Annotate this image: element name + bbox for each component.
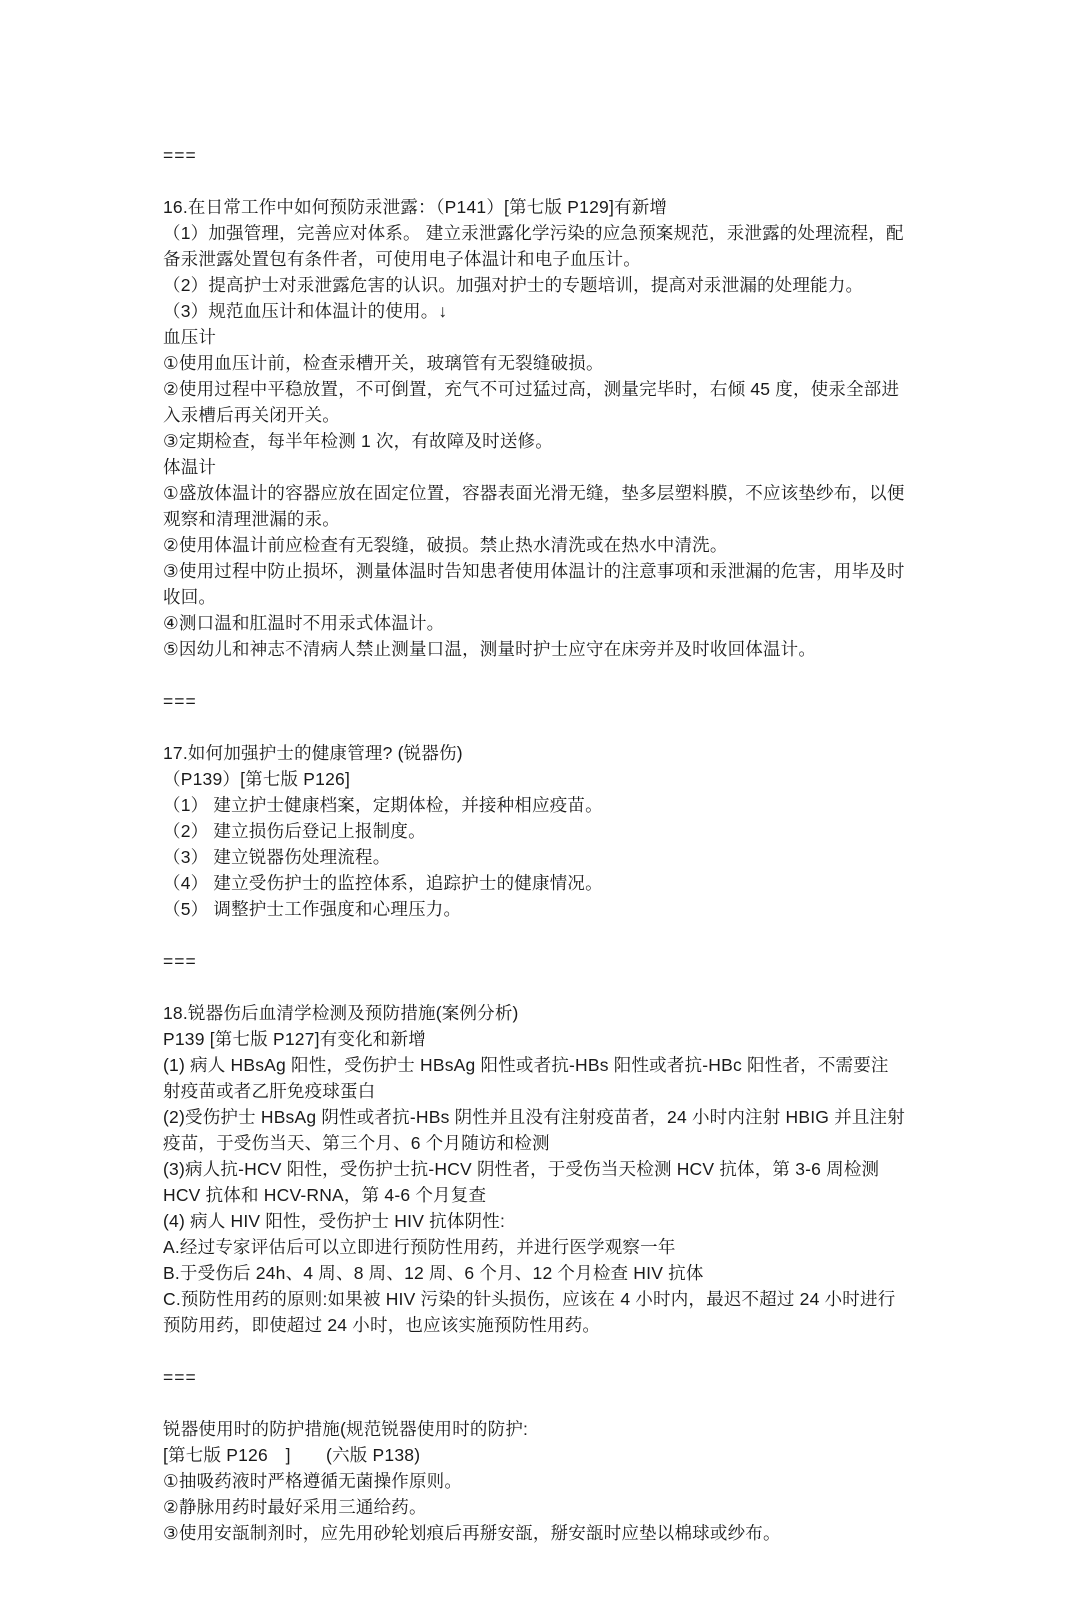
text-line: ②静脉用药时最好采用三通给药。 [163, 1497, 427, 1517]
text-line: （4） 建立受伤护士的监控体系，追踪护士的健康情况。 [163, 873, 603, 893]
text-line: （2） 建立损伤后登记上报制度。 [163, 821, 426, 841]
text-line: P139 [第七版 P127]有变化和新增 [163, 1029, 426, 1049]
text-line: B.于受伤后 24h、4 周、8 周、12 周、6 个月、12 个月检查 HIV 抗体 [163, 1263, 704, 1283]
blank-line [163, 1390, 920, 1416]
blank-line [163, 168, 920, 194]
text-line: ②使用过程中平稳放置，不可倒置，充气不可过猛过高，测量完毕时，右倾 45 度，使汞全部进 [163, 379, 900, 399]
blank-line [163, 714, 920, 740]
blank-line [163, 922, 920, 948]
text-line: 血压计 [163, 327, 217, 347]
text-line: ①使用血压计前，检查汞槽开关，玻璃管有无裂缝破损。 [163, 353, 604, 373]
text-line: （1）加强管理，完善应对体系。 建立汞泄露化学污染的应急预案规范，汞泄露的处理流程，配 [163, 223, 904, 243]
text-line: (2)受伤护士 HBsAg 阴性或者抗-HBs 阴性并且没有注射疫苗者，24 小时内注射 HBIG 并且注射 [163, 1107, 905, 1127]
text-line: 16.在日常工作中如何预防汞泄露：（P141）[第七版 P129]有新增 [163, 197, 668, 217]
text-line: 入汞槽后再关闭开关。 [163, 405, 340, 425]
separator-line: === [163, 145, 197, 165]
text-line: ②使用体温计前应检查有无裂缝，破损。禁止热水清洗或在热水中清洗。 [163, 535, 728, 555]
text-line: （3）规范血压计和体温计的使用。↓ [163, 301, 448, 321]
text-line: A.经过专家评估后可以立即进行预防性用药，并进行医学观察一年 [163, 1237, 676, 1257]
separator-line: === [163, 1367, 197, 1387]
text-line: (4) 病人 HIV 阳性，受伤护士 HIV 抗体阴性: [163, 1211, 506, 1231]
text-line: ③使用过程中防止损坏，测量体温时告知患者使用体温计的注意事项和汞泄漏的危害，用毕及时 [163, 561, 905, 581]
text-line: [第七版 P126 ] (六版 P138) [163, 1445, 421, 1465]
text-line: 体温计 [163, 457, 217, 477]
text-line: （2）提高护士对汞泄露危害的认识。加强对护士的专题培训，提高对汞泄漏的处理能力。 [163, 275, 864, 295]
separator-line: === [163, 951, 197, 971]
text-line: （5） 调整护士工作强度和心理压力。 [163, 899, 462, 919]
text-line: (1) 病人 HBsAg 阳性，受伤护士 HBsAg 阳性或者抗-HBs 阳性或者抗-HBc 阳性者，不需要注 [163, 1055, 889, 1075]
document-body [163, 142, 920, 1546]
text-line: ①盛放体温计的容器应放在固定位置，容器表面光滑无缝，垫多层塑料膜，不应该垫纱布，以便 [163, 483, 905, 503]
blank-line [163, 974, 920, 1000]
text-line: 收回。 [163, 587, 217, 607]
text-line: C.预防性用药的原则:如果被 HIV 污染的针头损伤，应该在 4 小时内，最迟不超过 24 小时进行 [163, 1289, 896, 1309]
text-line: 疫苗，于受伤当天、第三个月、6 个月随访和检测 [163, 1133, 550, 1153]
text-line: (3)病人抗-HCV 阳性，受伤护士抗-HCV 阴性者，于受伤当天检测 HCV 抗体，第 3-6 周检测 [163, 1159, 880, 1179]
text-line: HCV 抗体和 HCV-RNA，第 4-6 个月复查 [163, 1185, 487, 1205]
text-line: （1） 建立护士健康档案，定期体检，并接种相应疫苗。 [163, 795, 603, 815]
blank-line [163, 662, 920, 688]
text-line: ③使用安瓿制剂时，应先用砂轮划痕后再掰安瓿，掰安瓿时应垫以棉球或纱布。 [163, 1523, 781, 1543]
separator-line: === [163, 691, 197, 711]
text-line: （3） 建立锐器伤处理流程。 [163, 847, 391, 867]
text-line: ④测口温和肛温时不用汞式体温计。 [163, 613, 445, 633]
text-line: 射疫苗或者乙肝免疫球蛋白 [163, 1081, 376, 1101]
text-line: ①抽吸药液时严格遵循无菌操作原则。 [163, 1471, 463, 1491]
text-line: 预防用药，即使超过 24 小时，也应该实施预防性用药。 [163, 1315, 601, 1335]
text-line: 17.如何加强护士的健康管理? (锐器伤) [163, 743, 463, 763]
text-line: 18.锐器伤后血清学检测及预防措施(案例分析) [163, 1003, 519, 1023]
text-line: ⑤因幼儿和神志不清病人禁止测量口温，测量时护士应守在床旁并及时收回体温计。 [163, 639, 817, 659]
text-line: 备汞泄露处置包有条件者，可使用电子体温计和电子血压计。 [163, 249, 641, 269]
text-line: ③定期检查，每半年检测 1 次，有故障及时送修。 [163, 431, 553, 451]
text-line: 锐器使用时的防护措施(规范锐器使用时的防护: [163, 1419, 529, 1439]
text-line: （P139）[第七版 P126] [163, 769, 351, 789]
text-line: 观察和清理泄漏的汞。 [163, 509, 340, 529]
blank-line [163, 1338, 920, 1364]
